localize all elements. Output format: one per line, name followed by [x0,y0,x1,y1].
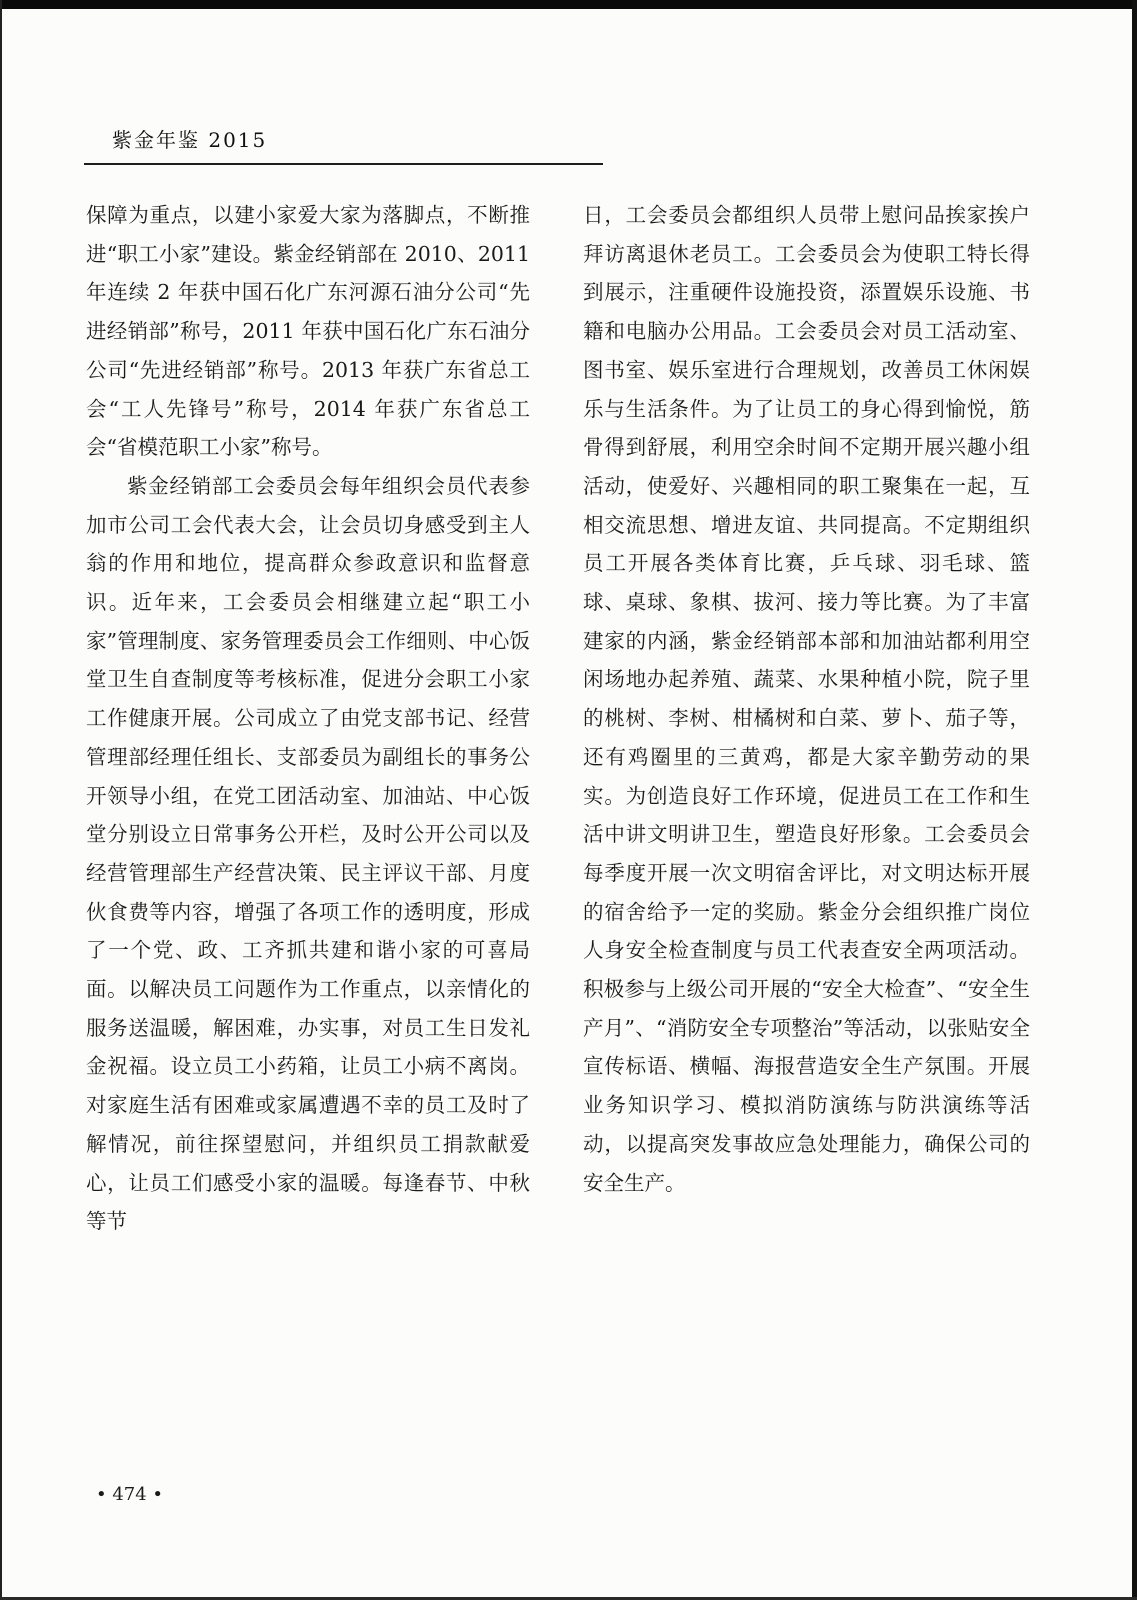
running-head: 紫金年鉴 2015 [112,128,268,152]
header-rule [84,163,603,165]
scan-edge-left [0,0,2,1600]
right-text-column [583,196,1030,1202]
page-number: • 474 • [96,1484,164,1505]
left-paragraph-continued: 保障为重点，以建小家爱大家为落脚点，不断推进“职工小家”建设。紫金经销部在 2010、2011 年连续 2 年获中国石化广东河源石油分公司“先进经销部”称号，2011 年获中国石化广东石油分公司“先进经销部”称号。2013 年获广东省总工会“工人先锋号”称号，2014 年获广东省总工会“省模范职工小家”称号。 [86,203,530,460]
left-text-column [86,196,530,1241]
left-paragraph-union-committee: 紫金经销部工会委员会每年组织会员代表参加市公司工会代表大会，让会员切身感受到主人翁的作用和地位，提高群众参政意识和监督意识。近年来，工会委员会相继建立起“职工小家”管理制度、家务管理委员会工作细则、中心饭堂卫生自查制度等考核标准，促进分会职工小家工作健康开展。公司成立了由党支部书记、经营管理部经理任组长、支部委员为副组长的事务公开领导小组，在党工团活动室、加油站、中心饭堂分别设立日常事务公开栏，及时公开公司以及经营管理部生产经营决策、民主评议干部、月度伙食费等内容，增强了各项工作的透明度，形成了一个党、政、工齐抓共建和谐小家的可喜局面。以解决员工问题作为工作重点，以亲情化的服务送温暖，解困难，办实事，对员工生日发礼金祝福。设立员工小药箱，让员工小病不离岗。对家庭生活有困难或家属遭遇不幸的员工及时了解情况，前往探望慰问，并组织员工捐款献爱心，让员工们感受小家的温暖。每逢春节、中秋等节 [86,473,530,1234]
right-paragraph-continued: 日，工会委员会都组织人员带上慰问品挨家挨户拜访离退休老员工。工会委员会为使职工特长得到展示，注重硬件设施投资，添置娱乐设施、书籍和电脑办公用品。工会委员会对员工活动室、图书室、娱乐室进行合理规划，改善员工休闲娱乐与生活条件。为了让员工的身心得到愉悦，筋骨得到舒展，利用空余时间不定期开展兴趣小组活动，使爱好、兴趣相同的职工聚集在一起，互相交流思想、增进友谊、共同提高。不定期组织员工开展各类体育比赛，乒乓球、羽毛球、篮球、桌球、象棋、拔河、接力等比赛。为了丰富建家的内涵，紫金经销部本部和加油站都利用空闲场地办起养殖、蔬菜、水果种植小院，院子里的桃树、李树、柑橘树和白菜、萝卜、茄子等，还有鸡圈里的三黄鸡，都是大家辛勤劳动的果实。为创造良好工作环境，促进员工在工作和生活中讲文明讲卫生，塑造良好形象。工会委员会每季度开展一次文明宿舍评比，对文明达标开展的宿舍给予一定的奖励。紫金分会组织推广岗位人身安全检查制度与员工代表查安全两项活动。积极参与上级公司开展的“安全大检查”、“安全生产月”、“消防安全专项整治”等活动，以张贴安全宣传标语、横幅、海报营造安全生产氛围。开展业务知识学习、模拟消防演练与防洪演练等活动，以提高突发事故应急处理能力，确保公司的安全生产。 [583,203,1030,1195]
scan-edge-right [1132,0,1137,1600]
scan-edge-top [0,0,1137,9]
